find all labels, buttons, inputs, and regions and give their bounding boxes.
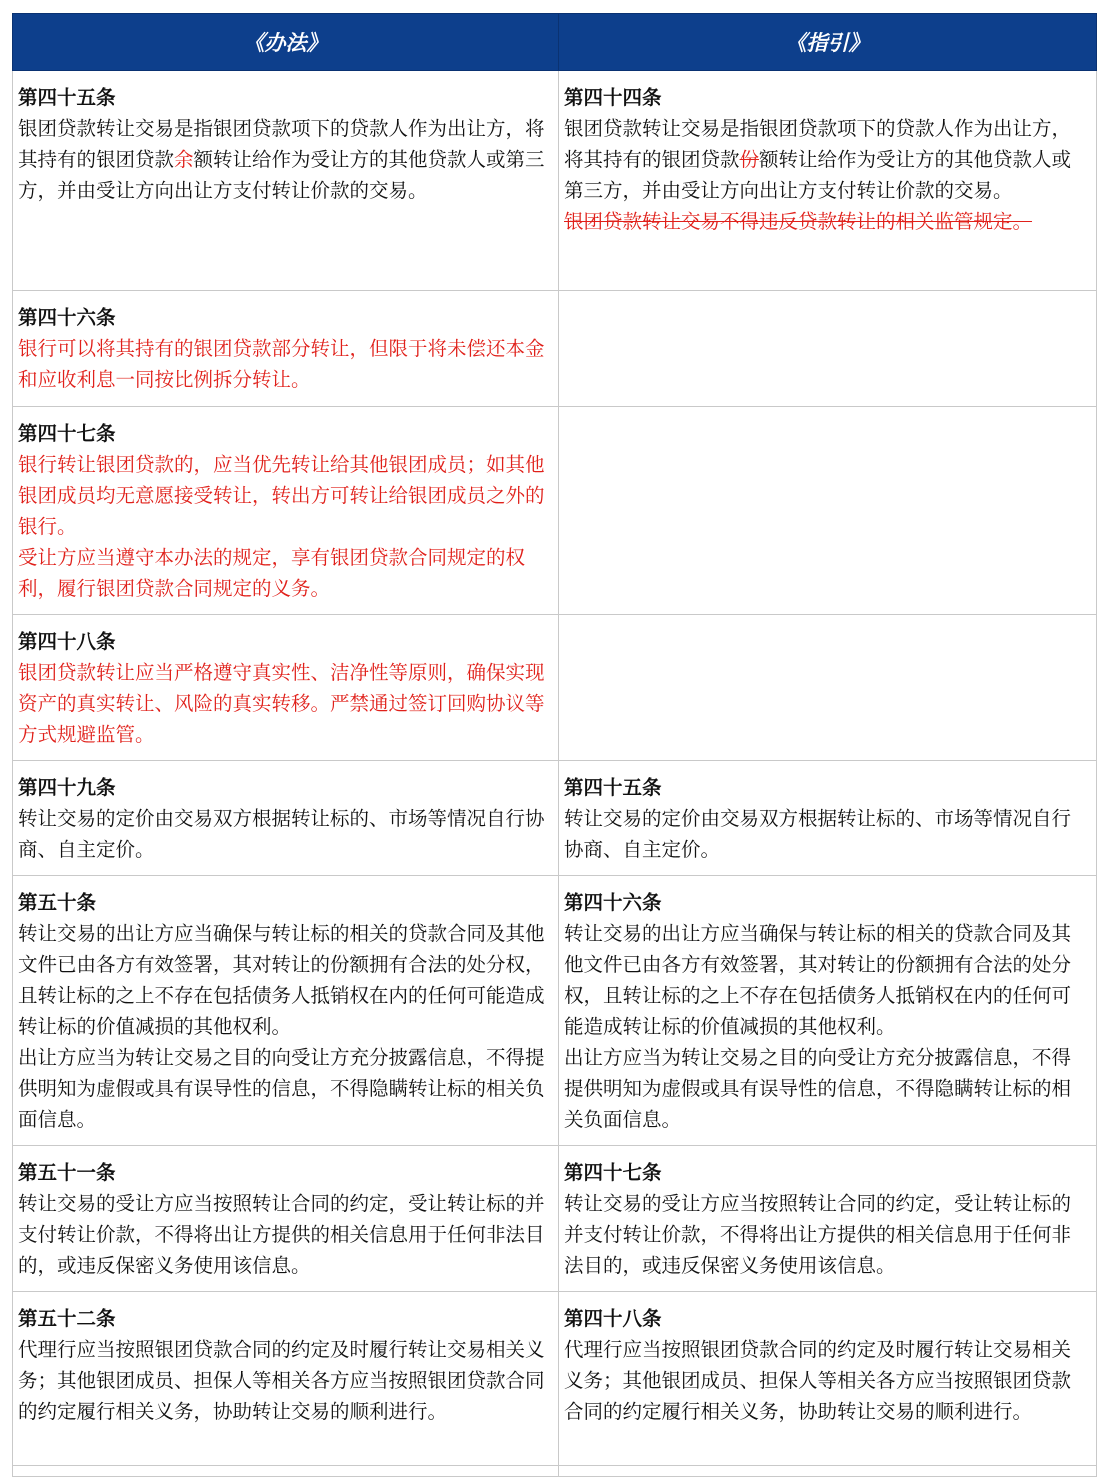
article-number: 第四十六条 xyxy=(564,891,662,914)
deleted-char: 份 xyxy=(739,148,760,171)
article-text: 转让交易的出让方应当确保与转让标的相关的贷款合同及其他文件已由各方有效签署，其对转让的份额拥有合法的处分权，且转让标的之上不存在包括债务人抵销权在内的任何可能造成转让标的价值减损的其他权利。 xyxy=(18,922,545,1038)
article-text: 出让方应当为转让交易之目的向受让方充分披露信息，不得提供明知为虚假或具有误导性的信息，不得隐瞒转让标的相关负面信息。 xyxy=(564,1046,1072,1131)
text-segment: 银团贷款转让交易是指银团贷款项下的贷款人作为出让方，将其持有的银团贷款 xyxy=(18,117,545,171)
cell-right-empty xyxy=(559,407,1097,615)
new-article-text: 受让方应当遵守本办法的规定，享有银团贷款合同规定的权利，履行银团贷款合同规定的义务。 xyxy=(18,546,526,600)
cell-right xyxy=(559,876,1097,1146)
table-row xyxy=(13,71,1097,291)
cell-right xyxy=(559,761,1097,876)
table-row xyxy=(13,1292,1097,1466)
article-number: 第四十八条 xyxy=(18,630,116,653)
article-text: 代理行应当按照银团贷款合同的约定及时履行转让交易相关义务；其他银团成员、担保人等相关各方应当按照银团贷款合同的约定履行相关义务，协助转让交易的顺利进行。 xyxy=(564,1338,1072,1423)
article-number: 第四十九条 xyxy=(18,776,116,799)
text-segment: 银团贷款转让交易是指银团贷款项下的贷款人作为出让方，将其持有的银团贷款 xyxy=(564,117,1072,171)
table-row xyxy=(13,407,1097,615)
header-row xyxy=(13,14,1097,71)
article-text: 转让交易的受让方应当按照转让合同的约定，受让转让标的并支付转让价款，不得将出让方提供的相关信息用于任何非法目的，或违反保密义务使用该信息。 xyxy=(564,1192,1072,1277)
article-number: 第四十七条 xyxy=(564,1161,662,1184)
table-row xyxy=(13,1466,1097,1477)
article-text: 出让方应当为转让交易之目的向受让方充分披露信息，不得提供明知为虚假或具有误导性的信息，不得隐瞒转让标的相关负面信息。 xyxy=(18,1046,545,1131)
article-text: 转让交易的定价由交易双方根据转让标的、市场等情况自行协商、自主定价。 xyxy=(564,807,1072,861)
article-text: 转让交易的定价由交易双方根据转让标的、市场等情况自行协商、自主定价。 xyxy=(18,807,545,861)
comparison-table xyxy=(12,13,1097,1477)
cell-left xyxy=(13,615,559,761)
cell-left xyxy=(13,407,559,615)
table-row xyxy=(13,615,1097,761)
article-number: 第四十五条 xyxy=(18,86,116,109)
changed-char: 余 xyxy=(174,148,194,171)
article-number: 第五十条 xyxy=(18,891,97,914)
cell-left xyxy=(13,876,559,1146)
new-article-text: 银团贷款转让应当严格遵守真实性、洁净性等原则，确保实现资产的真实转让、风险的真实转移。严禁通过签订回购协议等方式规避监管。 xyxy=(18,661,545,746)
new-article-text: 银行可以将其持有的银团贷款部分转让，但限于将未偿还本金和应收利息一同按比例拆分转让。 xyxy=(18,337,545,391)
cell-left xyxy=(13,1146,559,1292)
cell-left xyxy=(13,761,559,876)
table-row xyxy=(13,761,1097,876)
text-segment: 额转让给作为受让方的其他贷款人或第三方，并由受让方向出让方支付转让价款的交易。 xyxy=(564,148,1072,202)
cell-right xyxy=(559,1292,1097,1466)
new-article-text: 银行转让银团贷款的，应当优先转让给其他银团成员；如其他银团成员均无意愿接受转让，转出方可转让给银团成员之外的银行。 xyxy=(18,453,545,538)
cell-left xyxy=(13,291,559,407)
article-text: 代理行应当按照银团贷款合同的约定及时履行转让交易相关义务；其他银团成员、担保人等相关各方应当按照银团贷款合同的约定履行相关义务，协助转让交易的顺利进行。 xyxy=(18,1338,545,1423)
article-number: 第五十二条 xyxy=(18,1307,116,1330)
article-number: 第四十六条 xyxy=(18,306,116,329)
table-row xyxy=(13,1146,1097,1292)
article-text: 转让交易的受让方应当按照转让合同的约定，受让转让标的并支付转让价款，不得将出让方提供的相关信息用于任何非法目的，或违反保密义务使用该信息。 xyxy=(18,1192,545,1277)
table-row xyxy=(13,876,1097,1146)
deleted-text: 银团贷款转让交易不得违反贷款转让的相关监管规定。 xyxy=(564,210,1033,233)
article-text xyxy=(18,113,552,206)
cell-right xyxy=(559,71,1097,291)
text-segment: 额转让给作为受让方的其他贷款人或第三方，并由受让方向出让方支付转让价款的交易。 xyxy=(18,148,545,202)
cell-right-cut xyxy=(559,1466,1097,1477)
cell-left xyxy=(13,1292,559,1466)
article-number: 第四十八条 xyxy=(564,1307,662,1330)
cell-left xyxy=(13,71,559,291)
header-left: 《办法》 xyxy=(13,14,559,71)
article-number: 第五十一条 xyxy=(18,1161,116,1184)
cell-right-empty xyxy=(559,291,1097,407)
table-row xyxy=(13,291,1097,407)
cell-right xyxy=(559,1146,1097,1292)
article-number: 第四十五条 xyxy=(564,776,662,799)
article-text: 转让交易的出让方应当确保与转让标的相关的贷款合同及其他文件已由各方有效签署，其对转让的份额拥有合法的处分权，且转让标的之上不存在包括债务人抵销权在内的任何可能造成转让标的价值减损的其他权利。 xyxy=(564,922,1072,1038)
article-text xyxy=(564,113,1090,206)
cell-right-empty xyxy=(559,615,1097,761)
header-right: 《指引》 xyxy=(559,14,1097,71)
article-number: 第四十四条 xyxy=(564,86,662,109)
article-number: 第四十七条 xyxy=(18,422,116,445)
cell-left-cut xyxy=(13,1466,559,1477)
